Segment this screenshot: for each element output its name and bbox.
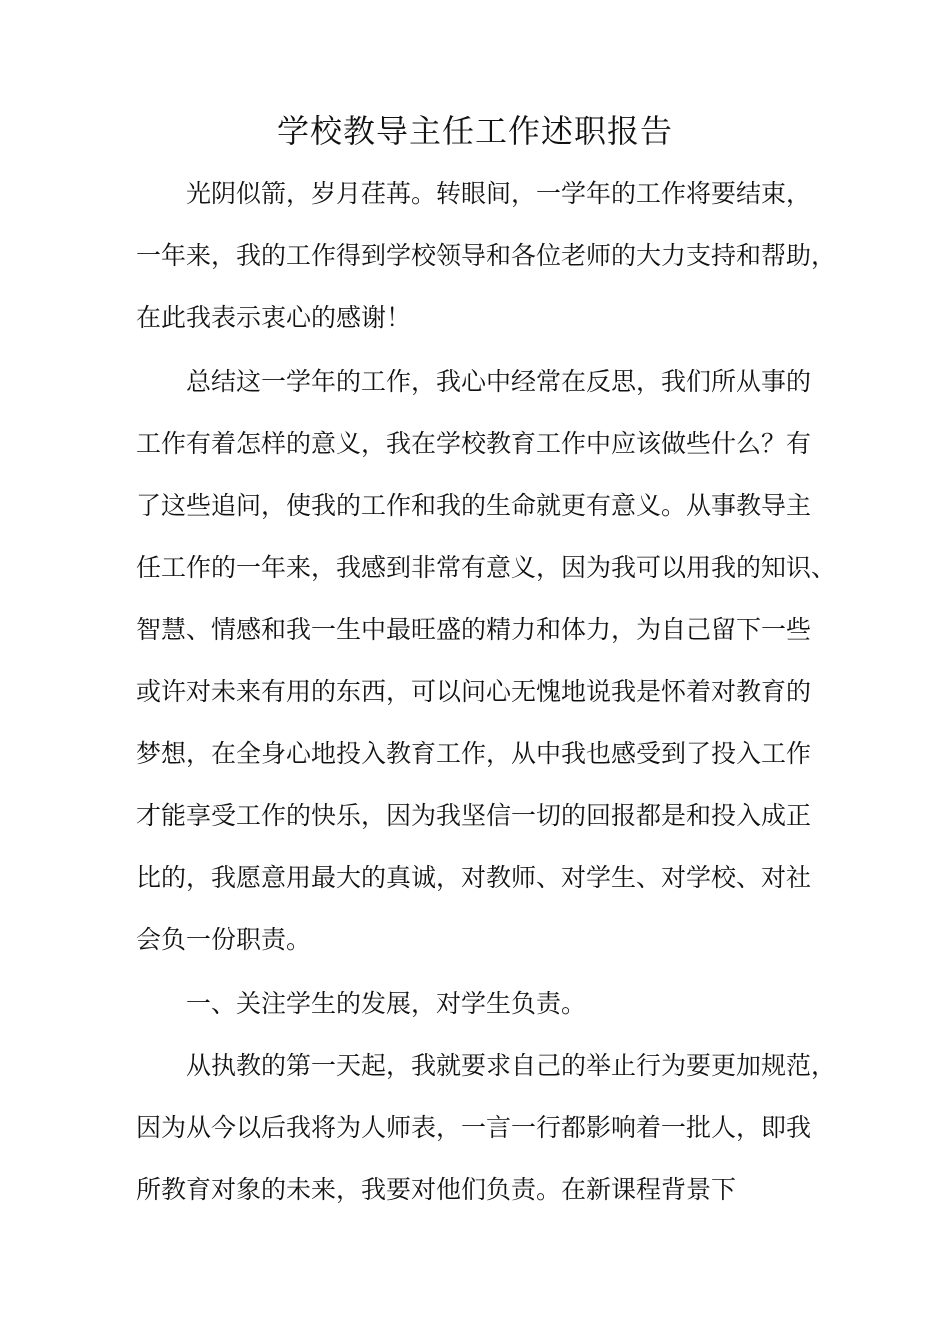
paragraph-line: 会负一份职责。 xyxy=(136,925,312,954)
paragraph-line: 了这些追问，使我的工作和我的生命就更有意义。从事教导主 xyxy=(136,491,812,520)
paragraph-line: 任工作的一年来，我感到非常有意义，因为我可以用我的知识、 xyxy=(136,553,837,582)
paragraph-line: 比的，我愿意用最大的真诚，对教师、对学生、对学校、对社 xyxy=(136,863,812,892)
section-heading: 一、关注学生的发展，对学生负责。 xyxy=(186,989,587,1018)
document-title: 学校教导主任工作述职报告 xyxy=(276,112,673,150)
paragraph-line: 从执教的第一天起，我就要求自己的举止行为要更加规范， xyxy=(186,1051,837,1080)
paragraph-line: 在此我表示衷心的感谢！ xyxy=(136,303,412,332)
paragraph-line: 因为从今以后我将为人师表，一言一行都影响着一批人，即我 xyxy=(136,1113,812,1142)
paragraph-line: 或许对未来有用的东西，可以问心无愧地说我是怀着对教育的 xyxy=(136,677,812,706)
paragraph-line: 才能享受工作的快乐，因为我坚信一切的回报都是和投入成正 xyxy=(136,801,812,830)
paragraph-line: 总结这一学年的工作，我心中经常在反思，我们所从事的 xyxy=(186,367,812,396)
paragraph-line: 工作有着怎样的意义，我在学校教育工作中应该做些什么？有 xyxy=(136,429,812,458)
paragraph-line: 所教育对象的未来，我要对他们负责。在新课程背景下 xyxy=(136,1175,737,1204)
paragraph-line: 梦想，在全身心地投入教育工作，从中我也感受到了投入工作 xyxy=(136,739,812,768)
paragraph-line: 一年来，我的工作得到学校领导和各位老师的大力支持和帮助， xyxy=(136,241,837,270)
paragraph-line: 光阴似箭，岁月荏苒。转眼间，一学年的工作将要结束， xyxy=(186,179,812,208)
paragraph-line: 智慧、情感和我一生中最旺盛的精力和体力，为自己留下一些 xyxy=(136,615,812,644)
